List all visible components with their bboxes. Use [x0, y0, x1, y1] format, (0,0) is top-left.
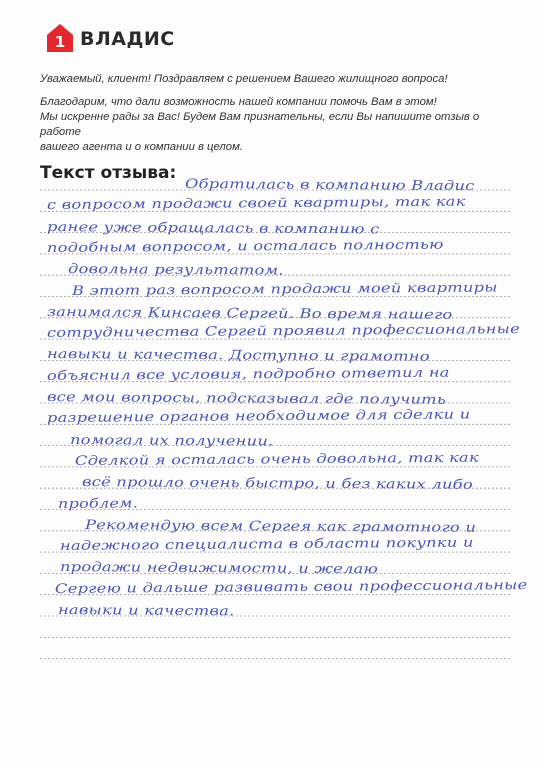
handwritten-line [46, 219, 380, 237]
brand-name: ВЛАДИС [80, 28, 175, 50]
house-logo-icon [46, 23, 76, 55]
handwritten-line [46, 194, 466, 214]
handwritten-line [46, 304, 453, 323]
handwritten-text: надежного специалиста в области покупки и [59, 535, 474, 555]
handwritten-line [59, 560, 379, 578]
handwritten-text: разрешение органов необходимое для сделки и [46, 407, 471, 427]
handwritten-line [46, 365, 450, 384]
handwritten-text: сотрудничества Сергей проявил профессиональные [46, 322, 521, 342]
handwritten-line [46, 347, 430, 366]
handwritten-text: Обратилась в компанию Владис [184, 177, 475, 195]
handwritten-line [67, 262, 284, 279]
review-heading: Текст отзыва: [40, 163, 177, 183]
handwritten-text: всё прошло очень быстро, и без каких либо [81, 475, 474, 493]
handwritten-text: продажи недвижимости, и желаю [59, 560, 379, 578]
handwritten-line [46, 390, 447, 408]
handwritten-text: занимался Кинсаев Сергей. Во время нашего [46, 304, 453, 323]
handwritten-text: довольна результатом. [67, 262, 284, 279]
handwritten-line [59, 535, 474, 555]
handwritten-line [57, 495, 139, 512]
handwritten-line [54, 577, 528, 597]
handwritten-line [81, 475, 474, 493]
handwritten-line [74, 450, 479, 469]
handwritten-line [46, 322, 521, 342]
handwritten-text: Сделкой я осталась очень довольна, так как [74, 450, 479, 469]
handwritten-text: все мои вопросы, подсказывал где получить [46, 390, 447, 408]
handwritten-text: Сергею и дальше развивать свои профессиональные [54, 577, 528, 597]
thanks-line-1: Благодарим, что дали возможность нашей компании помочь Вам в этом! [40, 96, 437, 108]
handwritten-line [69, 432, 274, 450]
handwritten-text: В этот раз вопросом продажи моей квартиры [71, 279, 498, 299]
thanks-text [40, 95, 510, 155]
handwritten-text: объяснил все условия, подробно ответил на [46, 365, 450, 384]
handwritten-line [46, 237, 444, 256]
handwritten-text: навыки и качества. [57, 603, 235, 620]
handwritten-line [46, 407, 471, 427]
handwritten-line [71, 279, 498, 299]
handwritten-text: помогал их получении. [69, 432, 274, 450]
handwritten-line [84, 517, 477, 536]
thanks-line-3: вашего агента и о компании в целом. [40, 141, 243, 153]
handwritten-text: с вопросом продажи своей квартиры, так как [46, 194, 466, 214]
handwritten-line [184, 177, 475, 195]
handwritten-line [57, 603, 235, 620]
handwritten-text: подобным вопросом, и осталась полностью [46, 237, 444, 256]
handwritten-text: Рекомендую всем Сергея как грамотного и [84, 517, 477, 536]
intro-text [40, 72, 510, 155]
handwritten-text: проблем. [57, 495, 139, 512]
handwritten-text: ранее уже обращалась в компанию с [46, 219, 380, 237]
company-logo [46, 22, 175, 56]
greeting-text: Уважаемый, клиент! Поздравляем с решением Вашего жилищного вопроса! [40, 73, 448, 85]
thanks-line-2: Мы искренне рады за Вас! Будем Вам признательны, если Вы напишите отзыв о работе [40, 111, 480, 138]
handwritten-text: навыки и качества. Доступно и грамотно [46, 347, 430, 366]
svg-text:1: 1 [54, 33, 66, 51]
